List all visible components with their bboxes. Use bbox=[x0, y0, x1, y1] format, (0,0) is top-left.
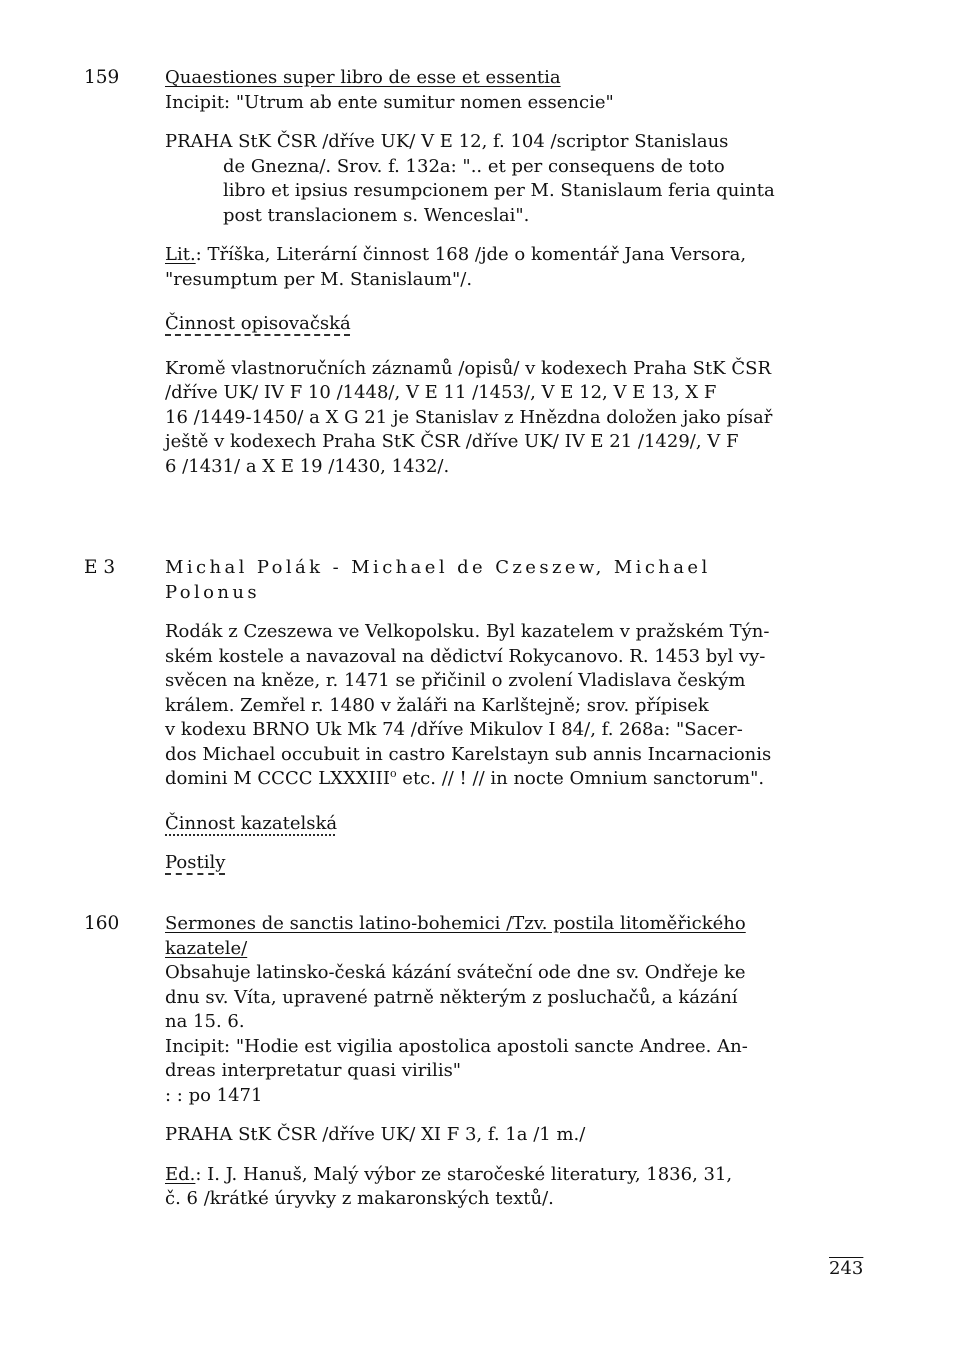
bio-text: etc. // ! // in nocte Omnium sanctorum". bbox=[396, 768, 765, 789]
entry-number-160: 160 bbox=[84, 913, 120, 934]
location-line: PRAHA StK ČSR /dříve UK/ XI F 3, f. 1a /1 m./ bbox=[165, 1124, 586, 1145]
lit-label: Lit. bbox=[165, 244, 196, 265]
page-number: 243 bbox=[829, 1258, 864, 1279]
author-code: E 3 bbox=[84, 557, 116, 578]
ed-label: Ed. bbox=[165, 1163, 196, 1185]
paragraph-line: /dříve UK/ IV F 10 /1448/, V E 11 /1453/, V E 12, V E 13, X F bbox=[165, 382, 717, 403]
incipit-line: Incipit: "Hodie est vigilia apostolica apostoli sancte Andree. An- bbox=[165, 1035, 748, 1057]
author-e3 bbox=[165, 556, 875, 876]
edition-cont: č. 6 /krátké úryvky z makaronských textů/. bbox=[165, 1188, 554, 1209]
incipit bbox=[165, 91, 875, 116]
edition bbox=[165, 1163, 875, 1188]
paragraph-line: ještě v kodexech Praha StK ČSR /dříve UK/ IV E 21 /1429/, V F bbox=[165, 431, 739, 452]
desc-line: dnu sv. Víta, upravené patrně některým z posluchačů, a kázání bbox=[165, 986, 738, 1008]
incipit-line: dreas interpretatur quasi virilis" bbox=[165, 1060, 462, 1081]
bio-line: svěcen na kněze, r. 1471 se přičinil o zvolení Vladislava českým bbox=[165, 670, 746, 691]
section-heading-copy: Činnost opisovačská bbox=[165, 313, 351, 334]
bio-line: dos Michael occubuit in castro Karelstayn sub annis Incarnacionis bbox=[165, 743, 772, 765]
lit-text: : Tříška, Literární činnost 168 /jde o komentář Jana Versora, bbox=[195, 244, 747, 265]
section-heading-preach: Činnost kazatelská bbox=[165, 812, 338, 834]
location-line: post translacionem s. Wenceslai". bbox=[223, 204, 530, 226]
literature bbox=[165, 243, 875, 268]
entry-159 bbox=[165, 66, 875, 479]
paragraph-line: 16 /1449-1450/ a X G 21 je Stanislav z Hnězdna doložen jako písař bbox=[165, 406, 773, 428]
ed-text: : I. J. Hanuš, Malý výbor ze staročeské literatury, 1836, 31, bbox=[195, 1163, 733, 1185]
literature-cont: "resumptum per M. Stanislaum"/. bbox=[165, 268, 473, 290]
author-name-cont: Polonus bbox=[165, 581, 261, 603]
location-line: libro et ipsius resumpcionem per M. Stanislaum feria quinta bbox=[223, 180, 775, 201]
paragraph-line: Kromě vlastnoručních záznamů /opisů/ v kodexech Praha StK ČSR bbox=[165, 357, 772, 379]
entry-160 bbox=[165, 912, 875, 1212]
subheading-postily: Postily bbox=[165, 852, 226, 873]
desc-line: Obsahuje latinsko-česká kázání sváteční ode dne sv. Ondřeje ke bbox=[165, 962, 746, 983]
bio-line: Rodák z Czeszewa ve Velkopolsku. Byl kazatelem v pražském Týn- bbox=[165, 621, 770, 642]
bio-text: domini M CCCC LXXXIII bbox=[165, 768, 390, 789]
bio-line: ském kostele a navazoval na dědictví Rokycanovo. R. 1453 byl vy- bbox=[165, 645, 766, 667]
incipit-text: "Utrum ab ente sumitur nomen essencie" bbox=[235, 91, 614, 113]
bio-line: králem. Zemřel r. 1480 v žaláři na Karlštejně; srov. přípisek bbox=[165, 694, 709, 716]
entry-title: Sermones de sanctis latino-bohemici /Tzv. postila litoměřického bbox=[165, 913, 746, 934]
bio-line bbox=[165, 767, 875, 792]
date-line: : : po 1471 bbox=[165, 1084, 263, 1106]
superscript: o bbox=[389, 767, 397, 780]
location-line: PRAHA StK ČSR /dříve UK/ V E 12, f. 104 /scriptor Stanislaus bbox=[165, 131, 729, 152]
location-line: de Gnezna/. Srov. f. 132a: ".. et per consequens de toto bbox=[223, 155, 725, 177]
entry-number-159: 159 bbox=[84, 67, 120, 88]
bio-line: v kodexu BRNO Uk Mk 74 /dříve Mikulov I 84/, f. 268a: "Sacer- bbox=[165, 719, 743, 740]
incipit-label: Incipit: bbox=[165, 91, 231, 113]
entry-title-cont: kazatele/ bbox=[165, 937, 248, 959]
entry-title: Quaestiones super libro de esse et essentia bbox=[165, 67, 561, 88]
author-name: Michal Polák - Michael de Czeszew, Michael bbox=[165, 557, 711, 578]
desc-line: na 15. 6. bbox=[165, 1011, 245, 1032]
paragraph-line: 6 /1431/ a X E 19 /1430, 1432/. bbox=[165, 455, 450, 477]
